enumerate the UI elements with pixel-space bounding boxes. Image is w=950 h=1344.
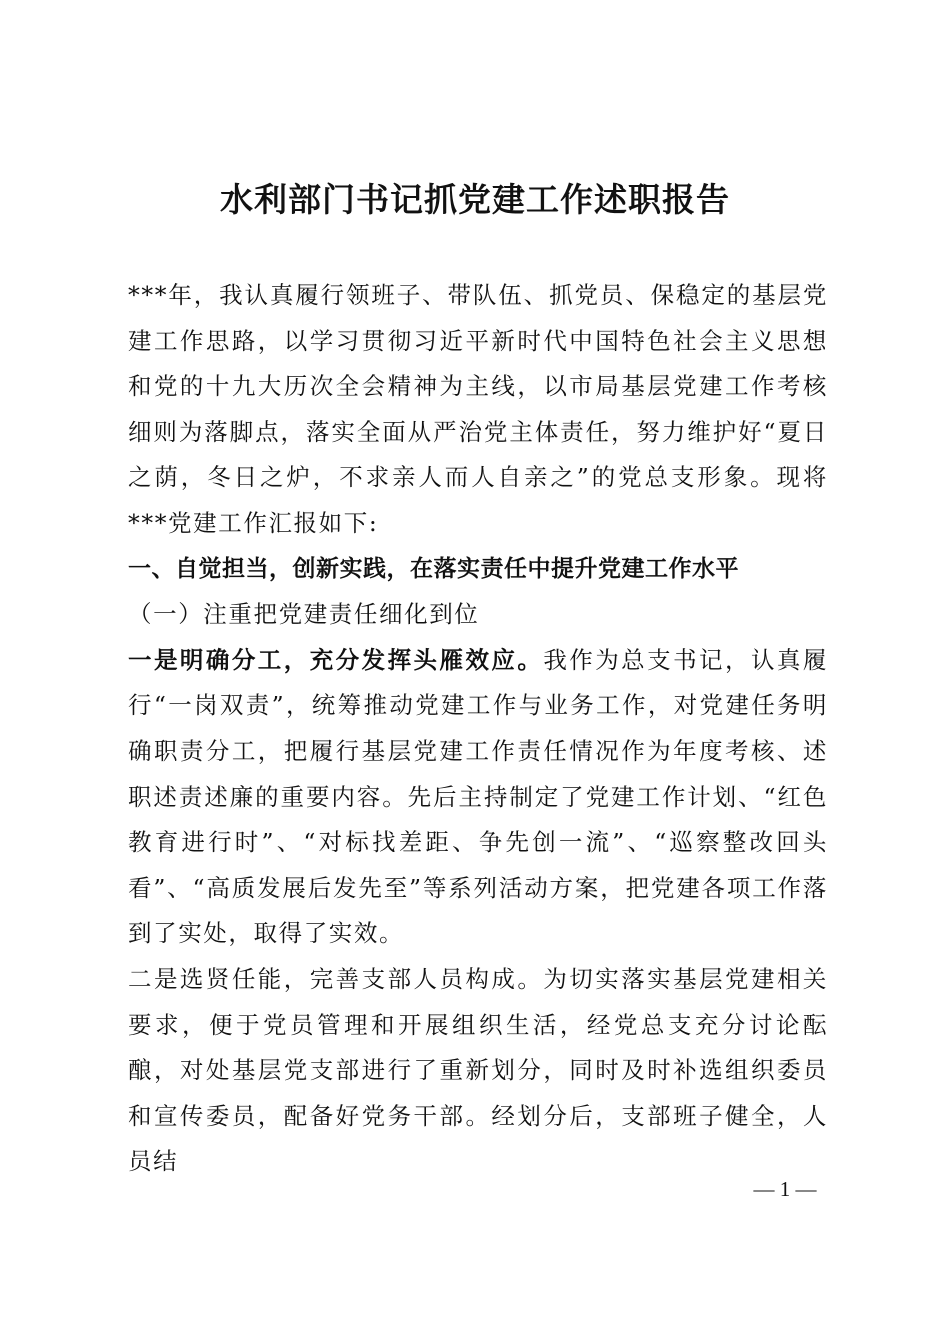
subsection-heading-1: （一）注重把党建责任细化到位: [128, 600, 480, 629]
document-body: [128, 273, 828, 1185]
paragraph-1: [128, 638, 828, 957]
paragraph-2: 二是选贤任能，完善支部人员构成。为切实落实基层党建相关要求，便于党员管理和开展组织生活，经党总支充分讨论酝酿，对处基层党支部进行了重新划分，同时及时补选组织委员和宣传委员，配备好党务干部。经划分后，支部班子健全，人员结: [128, 964, 828, 1176]
page-number: — 1 —: [753, 1177, 817, 1201]
paragraph-1-lead: 一是明确分工，充分发挥头雁效应。: [128, 645, 544, 674]
paragraph-1-body: 我作为总支书记，认真履行“一岗双责”，统筹推动党建工作与业务工作，对党建任务明确职责分工，把履行基层党建工作责任情况作为年度考核、述职述责述廉的重要内容。先后主持制定了党建工作计划、“红色教育进行时”、“对标找差距、争先创一流”、“巡察整改回头看”、“高质发展后发先至”等系列活动方案，把党建各项工作落到了实处，取得了实效。: [128, 645, 828, 948]
intro-paragraph: ***年，我认真履行领班子、带队伍、抓党员、保稳定的基层党建工作思路，以学习贯彻习近平新时代中国特色社会主义思想和党的十九大历次全会精神为主线，以市局基层党建工作考核细则为落脚点，落实全面从严治党主体责任，努力维护好“夏日之荫，冬日之炉，不求亲人而人自亲之”的党总支形象。现将***党建工作汇报如下:: [128, 281, 828, 537]
section-heading-1: 一、自觉担当，创新实践，在落实责任中提升党建工作水平: [128, 555, 739, 582]
document-title: 水利部门书记抓党建工作述职报告: [220, 180, 730, 219]
